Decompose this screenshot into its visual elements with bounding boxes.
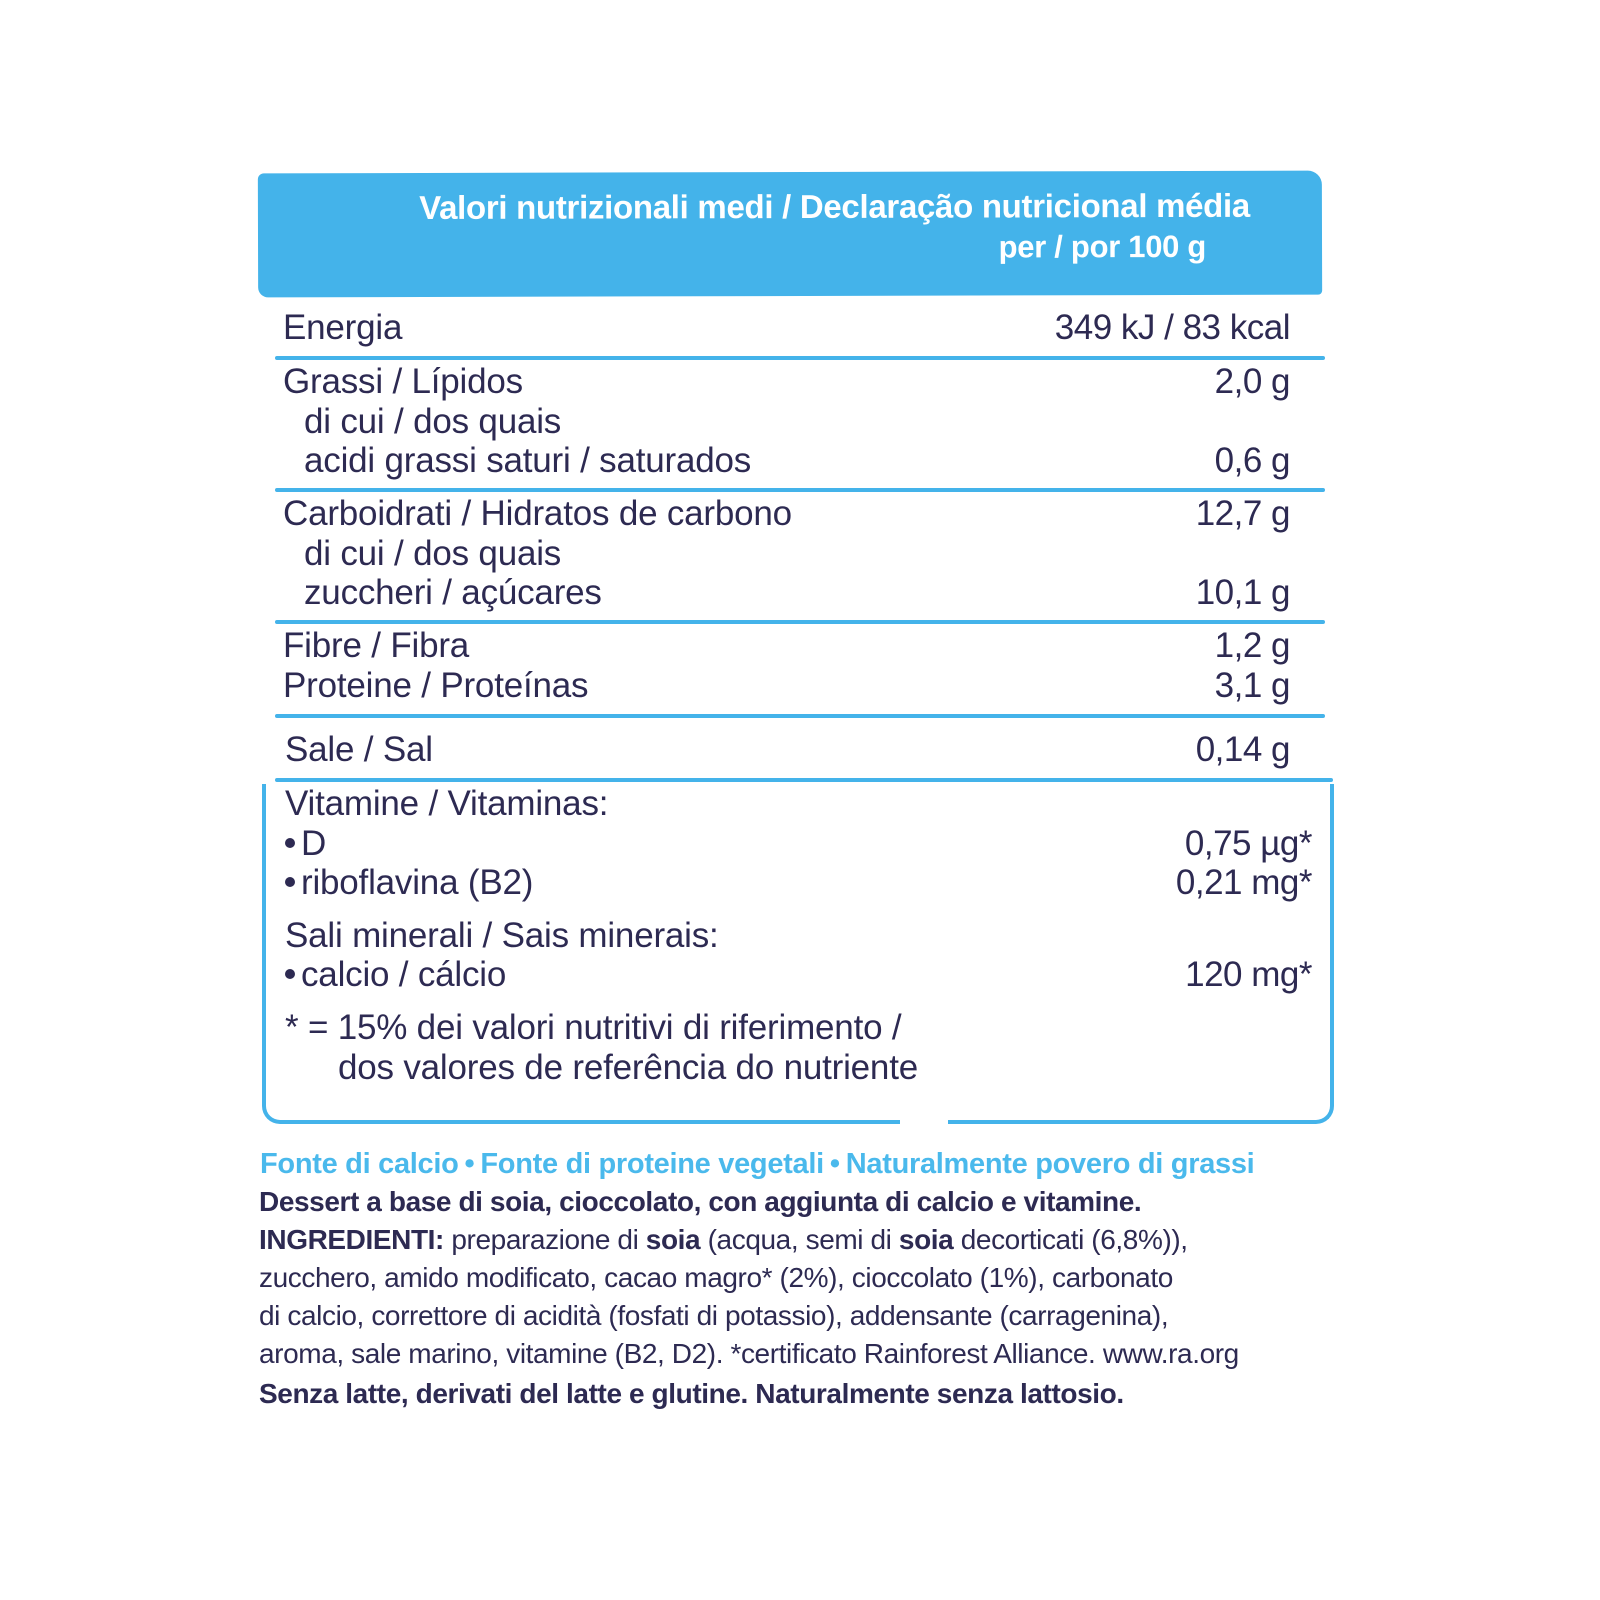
bullet-icon: [285, 969, 295, 979]
salt-value: 0,14 g: [1195, 730, 1290, 769]
saturated-label: acidi grassi saturi / saturados: [304, 441, 752, 480]
fat-value: 2,0 g: [1214, 362, 1290, 401]
allergen-soy: soia: [645, 1224, 701, 1255]
salt-label: Sale / Sal: [285, 730, 433, 769]
ingredients-text: decorticati (6,8%)),: [960, 1224, 1188, 1255]
calcium-label: calcio / cálcio: [301, 955, 507, 994]
vitamin-d-item: [285, 824, 326, 864]
footnote-line-1: * = 15% dei valori nutritivi di riferimento /: [285, 1008, 902, 1047]
bullet-icon: [285, 877, 295, 887]
carbs-label: Carboidrati / Hidratos de carbono: [283, 494, 792, 533]
product-description: Dessert a base di soia, cioccolato, con aggiunta di calcio e vitamine.: [259, 1186, 1142, 1217]
free-from-statement: Senza latte, derivati del latte e glutine. Naturalmente senza lattosio.: [259, 1378, 1124, 1409]
claim-protein: Fonte di proteine vegetali: [480, 1148, 824, 1180]
table-header: [258, 171, 1322, 298]
box-border-gap: [900, 1114, 948, 1126]
vitamin-b2-item: [285, 863, 533, 903]
separator: [275, 356, 1325, 360]
ingredients-line-3: di calcio, correttore di acidità (fosfati di potassio), addensante (carragenina),: [259, 1300, 1169, 1331]
claim-calcium: Fonte di calcio: [260, 1148, 459, 1180]
sugars-value: 10,1 g: [1195, 573, 1290, 612]
allergen-soy: soia: [898, 1224, 954, 1255]
protein-label: Proteine / Proteínas: [283, 666, 589, 705]
calcium-value: 120 mg*: [1185, 955, 1312, 994]
claims-line: [260, 1148, 1254, 1181]
fibre-label: Fibre / Fibra: [283, 626, 470, 665]
vitamin-d-label: D: [301, 824, 327, 863]
calcium-item: [285, 955, 506, 995]
carbs-of-which-label: di cui / dos quais: [304, 534, 562, 573]
minerals-heading: Sali minerali / Sais minerais:: [285, 916, 719, 955]
separator: [275, 778, 1333, 782]
separator: [275, 620, 1325, 624]
protein-value: 3,1 g: [1214, 666, 1290, 705]
fibre-value: 1,2 g: [1214, 626, 1290, 665]
ingredients-text: (acqua, semi di: [707, 1224, 892, 1255]
ingredients-text: preparazione di: [451, 1224, 639, 1255]
separator: [275, 714, 1325, 718]
energy-value: 349 kJ / 83 kcal: [1054, 308, 1290, 347]
vitamins-heading: Vitamine / Vitaminas:: [285, 784, 609, 823]
vitamin-b2-value: 0,21 mg*: [1175, 863, 1312, 902]
claim-separator: •: [829, 1148, 840, 1180]
vitamin-b2-label: riboflavina (B2): [301, 863, 534, 902]
table-title: Valori nutrizionali medi / Declaração nutricional média: [419, 186, 1250, 226]
sugars-label: zuccheri / açúcares: [304, 573, 602, 612]
ingredients-heading: INGREDIENTI:: [259, 1224, 444, 1255]
ingredients-line-2: zucchero, amido modificato, cacao magro* (2%), cioccolato (1%), carbonato: [259, 1262, 1173, 1293]
energy-label: Energia: [283, 308, 403, 347]
ingredients-line-1: [259, 1224, 1188, 1256]
per-100g-label: per / por 100 g: [998, 228, 1207, 265]
bullet-icon: [285, 838, 295, 848]
fat-label: Grassi / Lípidos: [283, 362, 523, 401]
carbs-value: 12,7 g: [1195, 494, 1290, 533]
vitamin-d-value: 0,75 µg*: [1184, 824, 1312, 863]
fat-of-which-label: di cui / dos quais: [304, 402, 562, 441]
saturated-value: 0,6 g: [1214, 441, 1290, 480]
separator: [275, 488, 1325, 492]
ingredients-line-4: aroma, sale marino, vitamine (B2, D2). *certificato Rainforest Alliance. www.ra.org: [259, 1338, 1239, 1369]
footnote-line-2: dos valores de referência do nutriente: [338, 1048, 918, 1087]
claim-separator: •: [464, 1148, 475, 1180]
claim-low-fat: Naturalmente povero di grassi: [845, 1148, 1255, 1180]
